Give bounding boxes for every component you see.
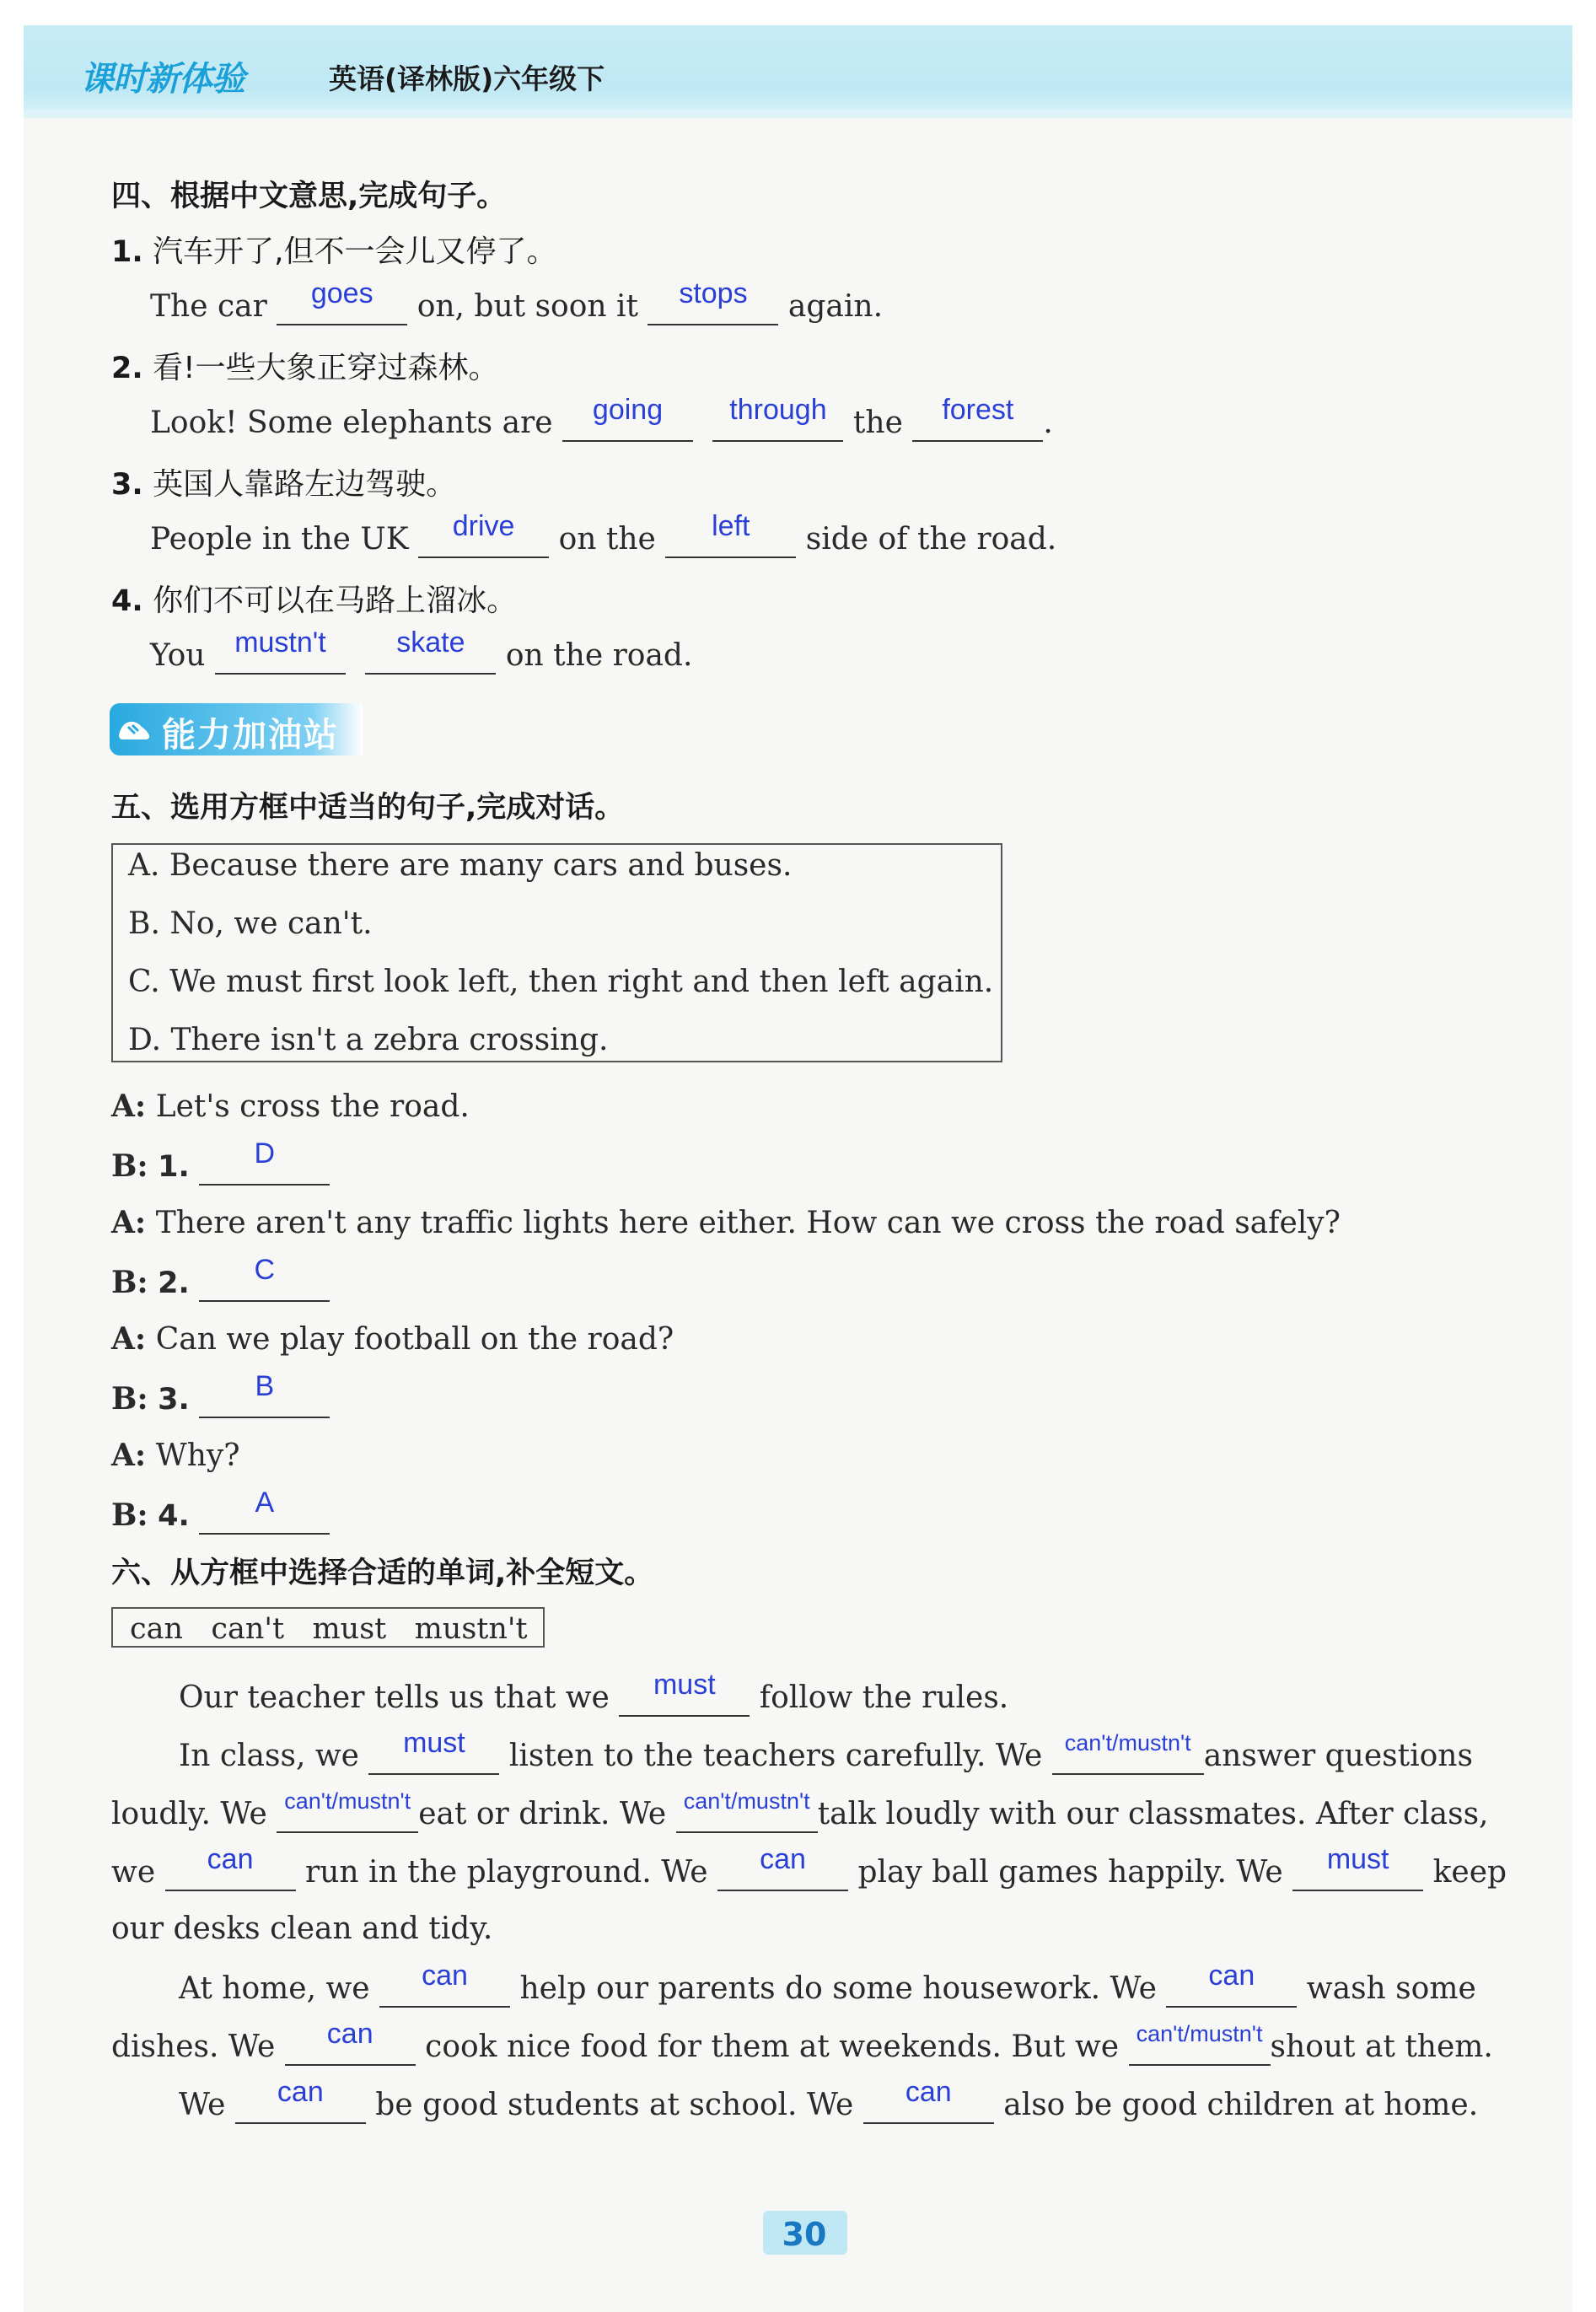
speaker-label: A: — [111, 1438, 147, 1473]
passage-text: talk loudly with our classmates. After class, — [817, 1797, 1489, 1831]
dialogue-line-2 — [111, 1137, 330, 1186]
answer-text: can — [905, 2076, 952, 2108]
choice-b: B. No, we can't. — [128, 906, 373, 941]
answer-blank[interactable] — [199, 1487, 330, 1535]
passage-text: Our teacher tells us that we — [179, 1680, 610, 1715]
sentence-text: on the — [558, 522, 656, 556]
answer-blank[interactable] — [1129, 2021, 1271, 2066]
passage-line-8 — [179, 2076, 1566, 2124]
passage-line-2 — [179, 1727, 1566, 1775]
sentence-text: Look! Some elephants are — [150, 406, 553, 440]
speaker-label: B: — [111, 1497, 148, 1533]
book-title: 英语(译林版)六年级下 — [329, 62, 605, 95]
q4-3-chinese — [111, 460, 456, 503]
dialogue-text: Can we play football on the road? — [155, 1322, 674, 1357]
passage-line-5: our desks clean and tidy. — [111, 1911, 493, 1946]
passage-text: also be good children at home. — [1003, 2088, 1479, 2122]
passage-text: dishes. We — [111, 2030, 276, 2064]
dialogue-text: Why? — [155, 1438, 240, 1473]
passage-line-6 — [179, 1960, 1566, 2008]
dialogue-line-8 — [111, 1487, 330, 1535]
answer-blank[interactable] — [619, 1669, 750, 1717]
answer-text: can — [277, 2076, 324, 2108]
passage-line-3 — [111, 1788, 1498, 1833]
answer-text: can't/mustn't — [284, 1788, 411, 1814]
passage-text: be good students at school. We — [375, 2088, 854, 2122]
answer-text: can't/mustn't — [1064, 1730, 1191, 1756]
sentence-text: again. — [787, 289, 884, 324]
answer-text: can't/mustn't — [683, 1788, 810, 1814]
answer-blank[interactable] — [277, 277, 407, 325]
answer-blank[interactable] — [717, 1843, 848, 1891]
answer-blank[interactable] — [712, 394, 843, 442]
answer-text: C — [254, 1254, 276, 1286]
choice-d: D. There isn't a zebra crossing. — [128, 1023, 609, 1057]
passage-text: shout at them. — [1270, 2030, 1493, 2064]
answer-blank[interactable] — [1052, 1730, 1204, 1775]
answer-blank[interactable] — [285, 2018, 416, 2066]
passage-text: follow the rules. — [759, 1680, 1009, 1715]
page-number: 30 — [782, 2216, 827, 2253]
sentence-text: on, but soon it — [416, 289, 639, 324]
dialogue-line-6 — [111, 1370, 330, 1418]
q4-3-sentence — [150, 510, 1057, 558]
answer-text: goes — [310, 277, 373, 309]
passage-text: help our parents do some housework. We — [519, 1971, 1157, 2006]
answer-blank[interactable] — [165, 1843, 296, 1891]
question-number: 3. — [158, 1383, 190, 1417]
passage-text: answer questions — [1203, 1739, 1473, 1773]
speaker-label: B: — [111, 1381, 148, 1417]
answer-text: left — [712, 510, 750, 542]
passage-text: cook nice food for them at weekends. But we — [425, 2030, 1120, 2064]
answer-text: stops — [679, 277, 748, 309]
answer-text: through — [729, 394, 827, 426]
sentence-text: on the road. — [505, 638, 693, 673]
answer-blank[interactable] — [863, 2076, 994, 2124]
answer-blank[interactable] — [199, 1370, 330, 1418]
question-number: 1. — [158, 1150, 190, 1184]
answer-text: can — [1208, 1960, 1255, 1992]
speaker-label: B: — [111, 1148, 148, 1184]
question-number: 2. — [158, 1266, 190, 1300]
passage-text: wash some — [1306, 1971, 1476, 2006]
sentence-text: . — [1043, 406, 1053, 440]
brand-logo: 课时新体验 — [80, 60, 245, 99]
answer-blank[interactable] — [418, 510, 549, 558]
question-number: 2. — [111, 352, 143, 385]
answer-blank[interactable] — [199, 1137, 330, 1186]
passage-text: eat or drink. We — [418, 1797, 667, 1831]
passage-text: At home, we — [179, 1971, 370, 2006]
speaker-label: B: — [111, 1265, 148, 1300]
answer-blank[interactable] — [648, 277, 778, 325]
passage-line-4 — [111, 1843, 1507, 1891]
passage-text: listen to the teachers carefully. We — [508, 1739, 1043, 1773]
answer-blank[interactable] — [379, 1960, 510, 2008]
chinese-prompt: 你们不可以在马路上溜冰。 — [153, 583, 518, 618]
dialogue-text: Let's cross the road. — [155, 1089, 470, 1124]
section-6-title: 六、从方框中选择合适的单词,补全短文。 — [111, 1557, 654, 1590]
answer-text: forest — [942, 394, 1014, 426]
sentence-text: You — [150, 638, 206, 673]
answer-blank[interactable] — [215, 626, 346, 675]
answer-text: skate — [396, 626, 465, 659]
section-5-title: 五、选用方框中适当的句子,完成对话。 — [111, 791, 625, 825]
answer-text: can — [326, 2018, 373, 2050]
passage-text: keep — [1432, 1855, 1507, 1890]
answer-text: mustn't — [234, 626, 326, 659]
answer-blank[interactable] — [235, 2076, 366, 2124]
q4-4-sentence — [150, 626, 693, 675]
sentence-text: People in the UK — [150, 522, 409, 556]
question-number: 4. — [158, 1499, 190, 1533]
answer-text: D — [254, 1137, 276, 1169]
chinese-prompt: 汽车开了,但不一会儿又停了。 — [153, 234, 557, 269]
word-bank-box: can can't must mustn't — [111, 1607, 545, 1648]
passage-text: play ball games happily. We — [857, 1855, 1283, 1890]
dialogue-line-3 — [111, 1204, 1341, 1242]
answer-blank[interactable] — [1166, 1960, 1297, 2008]
question-number: 3. — [111, 468, 143, 502]
dialogue-line-5 — [111, 1320, 674, 1358]
dialogue-line-1 — [111, 1088, 470, 1126]
passage-text: run in the playground. We — [305, 1855, 708, 1890]
ability-banner-label: 能力加油站 — [162, 716, 339, 755]
passage-text: We — [179, 2088, 226, 2122]
dialogue-line-7 — [111, 1437, 240, 1475]
q4-1-chinese — [111, 228, 557, 271]
passage-line-7 — [111, 2018, 1498, 2066]
answer-blank[interactable] — [676, 1788, 818, 1833]
dialogue-text: There aren't any traffic lights here either. How can we cross the road safely? — [155, 1206, 1341, 1240]
answer-blank[interactable] — [365, 626, 496, 675]
answer-text: going — [592, 394, 664, 426]
sentence-text: the — [852, 406, 903, 440]
choice-c: C. We must first look left, then right and then left again. — [128, 965, 994, 999]
choice-a: A. Because there are many cars and buses. — [128, 848, 793, 883]
passage-text: we — [111, 1855, 156, 1890]
q4-2-chinese — [111, 344, 499, 387]
answer-text: must — [403, 1727, 465, 1759]
passage-text: loudly. We — [111, 1797, 267, 1831]
question-number: 4. — [111, 584, 143, 618]
sentence-text: side of the road. — [805, 522, 1057, 556]
speaker-label: A: — [111, 1205, 147, 1240]
q4-4-chinese — [111, 577, 517, 620]
answer-blank[interactable] — [912, 394, 1043, 442]
question-number: 1. — [111, 235, 143, 269]
dialogue-line-4 — [111, 1254, 330, 1302]
answer-text: A — [255, 1487, 275, 1519]
answer-text: B — [255, 1370, 275, 1402]
speaker-label: A: — [111, 1321, 147, 1357]
q4-2-sentence — [150, 394, 1053, 442]
passage-line-1 — [179, 1669, 1566, 1717]
answer-blank[interactable] — [368, 1727, 499, 1775]
answer-text: can — [422, 1960, 468, 1992]
answer-blank[interactable] — [277, 1788, 418, 1833]
passage-text: In class, we — [179, 1739, 359, 1773]
sentence-text: The car — [150, 289, 267, 324]
chinese-prompt: 英国人靠路左边驾驶。 — [153, 467, 457, 502]
answer-text: must — [653, 1669, 716, 1701]
answer-text: must — [1326, 1843, 1389, 1875]
answer-blank[interactable] — [199, 1254, 330, 1302]
answer-text: drive — [452, 510, 515, 542]
answer-blank[interactable] — [562, 394, 693, 442]
section-4-title: 四、根据中文意思,完成句子。 — [111, 180, 507, 213]
speaker-label: A: — [111, 1089, 147, 1124]
q4-1-sentence — [150, 277, 884, 325]
answer-text: can — [760, 1843, 806, 1875]
shoe-icon — [116, 713, 152, 745]
chinese-prompt: 看!一些大象正穿过森林。 — [153, 351, 499, 385]
answer-text: can't/mustn't — [1136, 2021, 1263, 2046]
answer-blank[interactable] — [665, 510, 796, 558]
answer-text: can — [207, 1843, 254, 1875]
answer-blank[interactable] — [1292, 1843, 1423, 1891]
